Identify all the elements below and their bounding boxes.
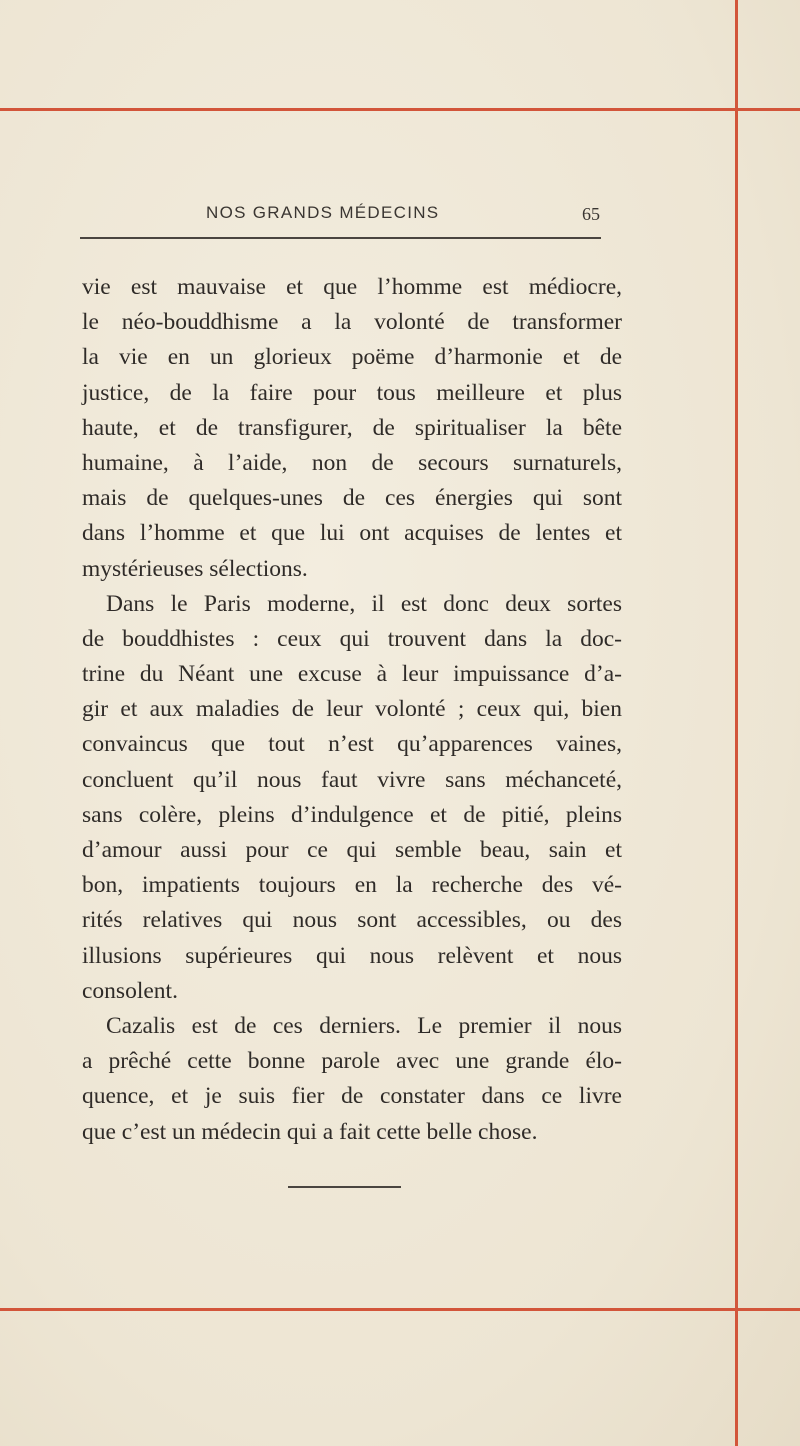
text-line: mystérieuses sélections. [82,555,308,582]
text-line: d’amour aussi pour ce qui semble beau, sain et [82,837,622,863]
text-line: sans colère, pleins d’indulgence et de pitié, pleins [82,801,622,828]
text-line: Cazalis est de ces derniers. Le premier il nous [106,1012,622,1039]
text-line: quence, et je suis fier de constater dans ce livre [82,1083,622,1110]
body-text [82,270,622,1150]
text-line: de bouddhistes : ceux qui trouvent dans la doc- [82,625,622,652]
text-line: Dans le Paris moderne, il est donc deux sortes [106,590,622,617]
text-line: consolent. [82,977,178,1004]
text-line: dans l’homme et que lui ont acquises de lentes et [82,520,622,547]
bottom-red-rule [0,1308,800,1311]
running-head [80,203,600,231]
text-line: la vie en un glorieux poëme d’harmonie et de [82,344,622,371]
right-red-rule [735,0,738,1446]
paragraph-2 [82,587,622,1009]
text-line: que c’est un médecin qui a fait cette belle chose. [82,1118,538,1145]
header-rule [80,237,601,239]
end-rule [288,1186,401,1188]
text-line: convaincus que tout n’est qu’apparences vaines, [82,731,622,758]
text-line: illusions supérieures qui nous relèvent et nous [82,942,622,969]
running-title: NOS GRANDS MÉDECINS [206,203,440,222]
paragraph-1 [82,270,622,587]
text-line: humaine, à l’aide, non de secours surnaturels, [82,449,622,476]
text-line: mais de quelques-unes de ces énergies qui sont [82,485,622,512]
text-line: haute, et de transfigurer, de spiritualiser la bête [82,414,622,441]
text-line: rités relatives qui nous sont accessibles, ou des [82,907,622,934]
text-line: justice, de la faire pour tous meilleure et plus [82,379,622,406]
text-line: vie est mauvaise et que l’homme est médiocre, [82,274,622,300]
text-line: concluent qu’il nous faut vivre sans méchanceté, [82,766,622,793]
paragraph-3 [82,1009,622,1150]
top-red-rule [0,108,800,111]
text-line: le néo-bouddhisme a la volonté de transformer [82,309,622,336]
text-line: a prêché cette bonne parole avec une grande élo- [82,1048,622,1075]
text-line: gir et aux maladies de leur volonté ; ceux qui, bien [82,696,622,723]
page-number: 65 [582,204,600,224]
text-line: trine du Néant une excuse à leur impuissance d’a- [82,661,622,688]
text-line: bon, impatients toujours en la recherche des vé- [82,872,622,899]
